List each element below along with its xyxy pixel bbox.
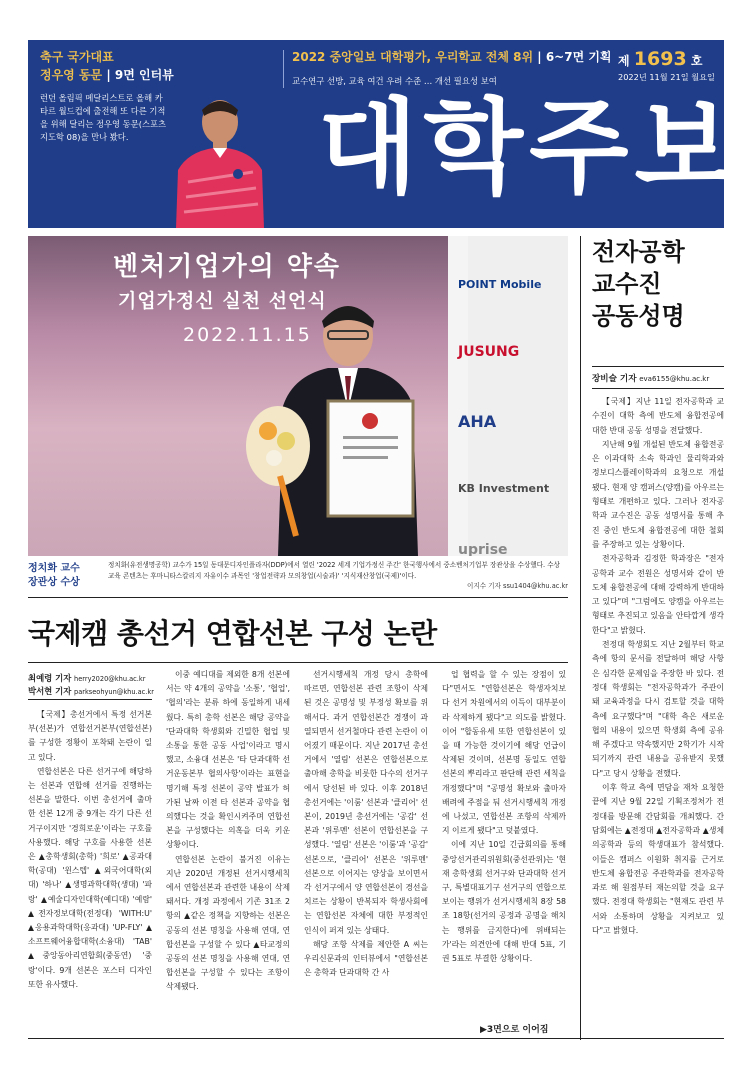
- banner-line2: 기업가정신 실천 선언식: [118, 290, 327, 312]
- side-byline: [592, 372, 709, 384]
- ranking-headline: [292, 48, 612, 65]
- sports-teaser-line2: [40, 67, 174, 84]
- column-divider: [580, 236, 581, 1040]
- main-column-3: [304, 668, 428, 980]
- paragraph: 【국제】지난 11일 전자공학과 교수진이 대학 측에 반도체 융합전공에 대한 반대 공동 성명을 전달했다.: [592, 397, 724, 435]
- player-name: 정우영 동문: [40, 68, 103, 82]
- paragraph: 전정대 학생회도 지난 2월부터 학교 측에 항의 문서를 전달하며 해당 사항은 심각한 문제임을 주장한 바 있다. 전정대 학생회는 "전자공학과가 주관이 돼 교육과정을 다시 검토할 것을 대학 측에 요구했다"며 "대학 측은 새로운 협의 내용이 있으면 학생회 측에 공유해 주겠다고 약속했지만 2학기가 시작되기까지 관련 내용을 공유받지 못했다"고 당시 상황을 전했다.: [592, 640, 724, 778]
- side-headline-line1: 전자공학: [592, 238, 685, 266]
- sponsor-point-mobile: POINT Mobile: [458, 278, 542, 291]
- ranking-teaser[interactable]: [292, 48, 612, 87]
- newspaper-title: 대학주보: [318, 88, 740, 208]
- photo-caption: [28, 558, 568, 594]
- interview-page: | 9면 인터뷰: [102, 68, 174, 82]
- paragraph: 연합선본 논란이 불거진 이유는 지난 2020년 개정된 선거시행세칙에서 연합선본과 관련한 내용이 삭제돼서다. 개정 과정에서 기존 31조 2항의 ▲같은 정책을 지향하는 선본은 공동의 선본 명칭을 사용해 연대, 연합선본을 구성할 수 있다 ▲타교정의 공동의 선본 명칭을 사용해 연대, 연합선본을 구성할 수 있다는 조항이 삭제됐다.: [166, 854, 290, 992]
- issue-number-value: 1693: [633, 48, 687, 70]
- divider: [28, 662, 568, 663]
- side-reporter-email: eva6155@khu.ac.kr: [639, 375, 710, 383]
- banner-line1: 벤처기업가의 약속: [113, 252, 341, 282]
- soccer-player-photo: [158, 92, 278, 228]
- sports-teaser[interactable]: [28, 40, 283, 228]
- reporter-name: 박서현 기자: [28, 686, 72, 696]
- paragraph: 전자공학과 김정한 학과장은 "전자공학과 교수 전원은 성명서와 같이 반도체 융합전공에 대해 강력하게 반대하고 있다"며 "그럼에도 양캠을 아우르는 형태로 추진되고 있음을 안타깝게 생각한다"고 밝혔다.: [592, 554, 724, 635]
- issue-suffix: 호: [690, 54, 703, 68]
- main-column-2: [166, 668, 290, 995]
- issue-prefix: 제: [618, 54, 630, 68]
- masthead-divider: [283, 50, 284, 88]
- sponsor-aha: AHA: [458, 412, 497, 431]
- paragraph: 해당 조항 삭제를 제안한 A 씨는 우리신문과의 인터뷰에서 "연합선본은 총학과 단과대학 간 사: [304, 939, 428, 978]
- sports-teaser-line1: 축구 국가대표: [40, 50, 114, 64]
- divider: [28, 1038, 724, 1039]
- caption-text: 정치화(유전생명공학) 교수가 15일 동대문디자인플라자(DDP)에서 열린 '2022 세계 기업가정신 주간' 한국행사에서 중소벤처기업부 장관상을 수상했다. 수상 교육 콘텐츠는 후마니타스칼리지 자유이수 과목인 '창업전략과 모의창업(시술과)' '지식재산창업(국제)'이다.: [108, 561, 560, 580]
- caption-credit: 이지수 기자 ssu1404@khu.ac.kr: [466, 582, 568, 590]
- issue-date: 2022년 11월 21일 월요일: [618, 72, 715, 82]
- lead-photo: [28, 236, 568, 556]
- caption-title-line2: 장관상 수상: [28, 577, 80, 588]
- continued-link[interactable]: ▶3면으로 이어짐: [480, 1025, 549, 1035]
- side-headline-line3: 공동성명: [592, 302, 685, 330]
- reporter-email: herry2020@khu.ac.kr: [74, 675, 146, 683]
- divider: [592, 388, 724, 389]
- paragraph: 업 협력을 할 수 있는 장점이 있다"면서도 "연합선본은 학생자치보다 선거 차원에서의 이득이 대부분이라 삭제하게 됐다"고 의도를 밝혔다. 이어 "합동유세 또한 연합선본이 있을 때 가능한 것이기에 해당 언급이 삭제된 것이며, 선본명 동일도 연합선본의 뿌리라고 판단해 관련 세칙을 개정했다"며 "공명성 확보와 출마자 배려에 주점을 둬 선거시행세칙 개정에 나섰고, 연합선본 조항의 삭제까지 이르게 됐다"고 덧붙였다.: [442, 670, 566, 836]
- side-article-body: [592, 395, 724, 938]
- main-headline[interactable]: 국제캠 총선거 연합선본 구성 논란: [28, 617, 437, 650]
- paragraph: 지난해 9월 개설된 반도체 융합전공은 이과대학 소속 학과인 물리학과와 정보디스플레이학과의 요청으로 개설됐다. 현재 양 캠퍼스(양캠)를 아우르는 형태로 개편하고 있다. 그러나 전자공학과 교수진은 공동 성명서를 통해 추진 중인 반도체 융합전공에 대한 철회를 주장하고 있는 상황이다.: [592, 439, 724, 549]
- main-column-1: [28, 708, 152, 992]
- divider: [592, 366, 724, 367]
- side-headline-line2: 교수진: [592, 270, 662, 298]
- sponsor-uprise: uprise: [458, 542, 508, 556]
- paragraph: 이에 지난 10일 긴급회의를 통해 중앙선거관리위원회(중선관위)는 '현재 총학생회 선거구와 단과대학 선거구, 특별대표기구 선거구의 연합으로 보이는 행위가 선거시행세칙 8장 58조 18항(선거의 공정과 공명을 해치는 행위를 금지한다)에 위배되는가'라는 의견안에 대해 반대 5표, 기권 5표로 부결한 상황이다.: [442, 840, 566, 964]
- paragraph: 이후 학교 측에 면담을 재차 요청한 끝에 지난 9월 22일 기획조정처가 전정대를 방문해 간담회를 개최했다. 간담회에는 ▲전정대 ▲전자공학과 ▲생체의공학과 등의 학생대표가 참석했다. 이들은 캠퍼스 이원화 취지를 근거로 반도체 융합전공 주관학과를 전자공학과로 해 원점부터 재논의할 것을 요구했다. 전정대 학생회는 "현재도 관련 부서와 소통하며 상황을 지켜보고 있다"고 밝혔다.: [592, 783, 724, 935]
- sports-teaser-desc: 런던 올림픽 메달리스트로 올해 카타르 월드컵에 출전해 또 다른 기적을 위해 달리는 정우영 동문(스포츠지도학 08)을 만나 봤다.: [40, 93, 166, 142]
- ranking-headline-main: 2022 중앙일보 대학평가, 우리학교 전체 8위: [292, 50, 534, 64]
- sponsor-jusung: JUSUNG: [458, 344, 520, 360]
- main-byline-2: [28, 685, 154, 697]
- main-column-4: [442, 668, 566, 966]
- ranking-subheadline: 교수연구 선방, 교육 여건 우려 수준 … 개선 필요성 보여: [292, 76, 497, 86]
- caption-title: [28, 562, 80, 590]
- divider: [28, 597, 568, 598]
- side-reporter: 장비슬 기자: [592, 374, 637, 384]
- main-byline-1: [28, 672, 145, 684]
- paragraph: 연합선본은 다른 선거구에 해당하는 선본과 연합해 선거를 진행하는 선본을 말한다. 이번 총선거에 출마한 선본 12개 중 9개는 각기 다른 선거구이지만 '경희로운'이라는 구호를 사용했다. 해당 구호를 사용한 선본은 ▲총학생회(총학) '희로' ▲공과대학(공대) '윈스텝' ▲외국어대학(외대) '하나' ▲생명과학대학(생대) '파랑' ▲예술디자인대학(예디대) '예람' ▲전자정보대학(전정대) 'WITH:U' ▲응용과학대학(응과대) 'UP-FLY' ▲소프트웨어융합대학(소융대) 'TAB' ▲중앙동아리연합회(중동연) '중랑'이다. 9개 선본은 포스터 디자인 또한 유사했다.: [28, 766, 152, 989]
- issue-info: [618, 48, 715, 83]
- reporter-name: 최예령 기자: [28, 673, 72, 683]
- banner-line3: 2022.11.15: [183, 324, 312, 346]
- side-headline[interactable]: [592, 236, 685, 332]
- divider: [28, 699, 152, 700]
- caption-title-line1: 정치화 교수: [28, 563, 80, 574]
- reporter-email: parkseohyun@khu.ac.kr: [74, 688, 154, 696]
- paragraph: 【국제】총선거에서 특정 선거본부(선본)가 연합선거본부(연합선본)를 구성한 정황이 포착돼 논란이 일고 있다.: [28, 710, 152, 762]
- ranking-headline-page: | 6~7면 기획: [533, 50, 612, 64]
- paragraph: 선거시행세칙 개정 당시 총학에 따르면, 연합선본 관련 조항이 삭제된 것은 공명성 및 부정성 확보를 위해서다. 과거 연합선본간 경쟁이 과열되면서 선거철마다 관련 논란이 이어졌기 때문이다. 지난 2017년 총선거에서 '열림' 선본은 연합선본으로 출마해 총학을 비롯한 다수의 선거구에서 당선된 바 있다. 이후 2018년 총선거에는 '이룸' 선본과 '클리어' 선본이, 2019년 총선거에는 '공감' 선본과 '위루멘' 선본이 연합선본을 구성했다. '열림' 선본은 '이룸'과 '공감' 선본으로, '클리어' 선본은 '위루멘' 선본으로 이어지는 양상을 보이면서 각 선거구에서 양 연합선본이 경선을 치르는 상황이 반복되자 학생사회에는 연합선본 자체에 대한 부정적인 인식이 퍼져 있는 상태다.: [304, 670, 428, 935]
- sponsor-kb: KB Investment: [458, 482, 550, 495]
- issue-number: [618, 48, 715, 70]
- paragraph: 이중 예디대를 제외한 8개 선본에서는 약 4개의 공약을 '소통', '협업', '협의'라는 분류 하에 동일하게 내세웠다. 특히 총학 선본은 해당 공약을 '단과대학 학생회와 긴밀한 협업 및 소통을 통한 공동 사업'이라고 명시했고, 소융대 선본은 '타 단과대학 선거운동본부 협의사항'이라는 표현을 명기해 특정 선본이 공약 발표가 허가된 날짜 이전 타 선본과 공약을 협의했다는 것을 확인시켜주며 연합선본을 구성했다는 의혹을 더욱 키운 상황이다.: [166, 670, 290, 850]
